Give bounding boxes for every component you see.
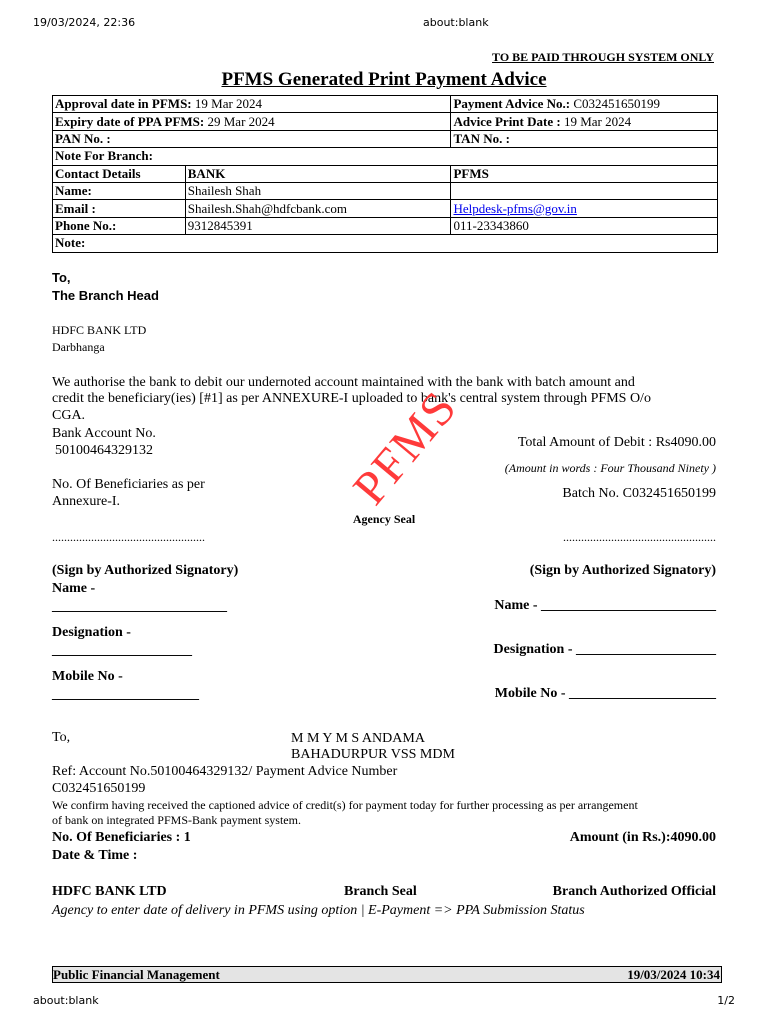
ack-confirm-line-2: of bank on integrated PFMS-Bank payment system.: [52, 813, 301, 827]
print-page-number: 1/2: [717, 994, 735, 1007]
left-signatory-label: (Sign by Authorized Signatory): [52, 563, 239, 578]
table-row: [53, 96, 718, 113]
contact-details-label: Contact Details: [53, 165, 186, 182]
page-title: PFMS Generated Print Payment Advice: [221, 69, 547, 90]
approval-date-label: Approval date in PFMS:: [55, 96, 192, 112]
name-label: Name:: [53, 182, 186, 199]
ack-no-of-beneficiaries: No. Of Beneficiaries : 1: [52, 830, 191, 845]
ack-bank-name: HDFC BANK LTD: [52, 884, 167, 899]
expiry-date-value: 29 Mar 2024: [204, 113, 275, 129]
beneficiaries-label-line-1: No. Of Beneficiaries as per: [52, 477, 205, 492]
beneficiaries-label-line-2: Annexure-I.: [52, 494, 121, 509]
footer-bar: [52, 966, 722, 983]
branch-official-label: Branch Authorized Official: [552, 884, 716, 899]
authorise-text-line-1: We authorise the bank to debit our undernoted account maintained with the bank with batch amount and: [52, 375, 635, 390]
agency-seal-label: Agency Seal: [352, 512, 416, 526]
left-mobile-line: _____________________: [52, 687, 199, 702]
amount-in-words: (Amount in words : Four Thousand Ninety ): [504, 461, 716, 475]
approval-date-value: 19 Mar 2024: [191, 96, 263, 112]
signature-dots-left: ...................................................: [52, 530, 205, 544]
left-mobile-label: Mobile No -: [52, 669, 123, 684]
footer-left-text: Public Financial Management: [53, 967, 220, 982]
ack-to-label: To,: [52, 730, 71, 745]
table-row: [53, 235, 718, 252]
right-mobile-field: Mobile No - _____________________: [494, 686, 716, 701]
print-datetime: 19/03/2024, 22:36: [33, 16, 136, 29]
left-designation-line: ____________________: [52, 643, 192, 658]
ack-date-time-label: Date & Time :: [52, 848, 138, 863]
pfms-contact-name: [451, 182, 718, 199]
note-for-branch-label: Note For Branch:: [53, 148, 718, 165]
print-date-label: Advice Print Date :: [453, 113, 561, 129]
pfms-column-header: PFMS: [451, 165, 718, 182]
print-date-cell: [451, 113, 718, 130]
pan-label: PAN No. :: [53, 130, 451, 147]
left-designation-label: Designation -: [52, 625, 131, 640]
expiry-date-cell: [53, 113, 451, 130]
ack-confirm-line-1: We confirm having received the captioned advice of credit(s) for payment today for further processing as per arrangement: [52, 798, 638, 812]
pfms-contact-phone: 011-23343860: [451, 217, 718, 234]
signature-dots-right: ...................................................: [563, 530, 716, 544]
advice-number-label: Payment Advice No.:: [453, 96, 571, 112]
footer-timestamp: 19/03/2024 10:34: [627, 967, 720, 982]
table-row: [53, 130, 718, 147]
batch-number: Batch No. C032451650199: [562, 486, 716, 501]
table-row: [53, 113, 718, 130]
authorise-text-line-3: CGA.: [52, 408, 86, 423]
note-label: Note:: [53, 235, 718, 252]
branch-head-label: The Branch Head: [52, 288, 159, 303]
approval-date-cell: [53, 96, 451, 113]
to-label: To,: [52, 270, 71, 285]
table-row: [53, 200, 718, 217]
phone-label: Phone No.:: [53, 217, 186, 234]
left-name-label: Name -: [52, 581, 96, 596]
agency-delivery-note: Agency to enter date of delivery in PFMS using option | E-Payment => PPA Submission Status: [52, 903, 585, 918]
table-row: [53, 182, 718, 199]
addressee-branch: Darbhanga: [52, 340, 105, 354]
pfms-email-cell: [451, 200, 718, 217]
ack-recipient-line-2: BAHADURPUR VSS MDM: [291, 747, 455, 762]
table-row: [53, 148, 718, 165]
authorise-text-line-2: credit the beneficiary(ies) [#1] as per ANNEXURE-I uploaded to bank's central system through PFMS O/o: [52, 391, 651, 406]
pfms-watermark-stamp: PFMS: [343, 380, 468, 515]
table-row: [53, 217, 718, 234]
right-signatory-label: (Sign by Authorized Signatory): [529, 563, 716, 578]
ack-ref-line-1: Ref: Account No.50100464329132/ Payment Advice Number: [52, 764, 398, 779]
right-designation-field: Designation - ____________________: [493, 642, 716, 657]
branch-seal-label: Branch Seal: [344, 884, 417, 899]
print-date-value: 19 Mar 2024: [560, 113, 632, 129]
bank-account-label: Bank Account No.: [52, 426, 156, 441]
ack-recipient-line-1: M M Y M S ANDAMA: [291, 731, 425, 746]
expiry-date-label: Expiry date of PPA PFMS:: [55, 113, 205, 129]
email-label: Email :: [53, 200, 186, 217]
bank-column-header: BANK: [185, 165, 451, 182]
tan-label: TAN No. :: [451, 130, 718, 147]
total-debit-amount: Total Amount of Debit : Rs4090.00: [517, 435, 716, 450]
ack-amount: Amount (in Rs.):4090.00: [569, 830, 716, 845]
bank-contact-phone: 9312845391: [185, 217, 451, 234]
right-name-field: Name - _________________________: [494, 598, 716, 613]
advice-number-value: C032451650199: [570, 96, 661, 112]
left-name-line: _________________________: [52, 599, 227, 614]
advice-number-cell: [451, 96, 718, 113]
bank-account-number: 50100464329132: [55, 443, 153, 458]
bank-contact-email: Shailesh.Shah@hdfcbank.com: [185, 200, 451, 217]
paid-through-notice: TO BE PAID THROUGH SYSTEM ONLY: [492, 50, 714, 64]
bank-contact-name: Shailesh Shah: [185, 182, 451, 199]
addressee-bank-name: HDFC BANK LTD: [52, 323, 147, 337]
table-row: [53, 165, 718, 182]
print-footer-url: about:blank: [33, 994, 99, 1007]
print-page-title: about:blank: [423, 16, 489, 29]
payment-advice-table: [52, 95, 718, 253]
pfms-email-link[interactable]: Helpdesk-pfms@gov.in: [453, 200, 577, 216]
ack-ref-line-2: C032451650199: [52, 781, 146, 796]
